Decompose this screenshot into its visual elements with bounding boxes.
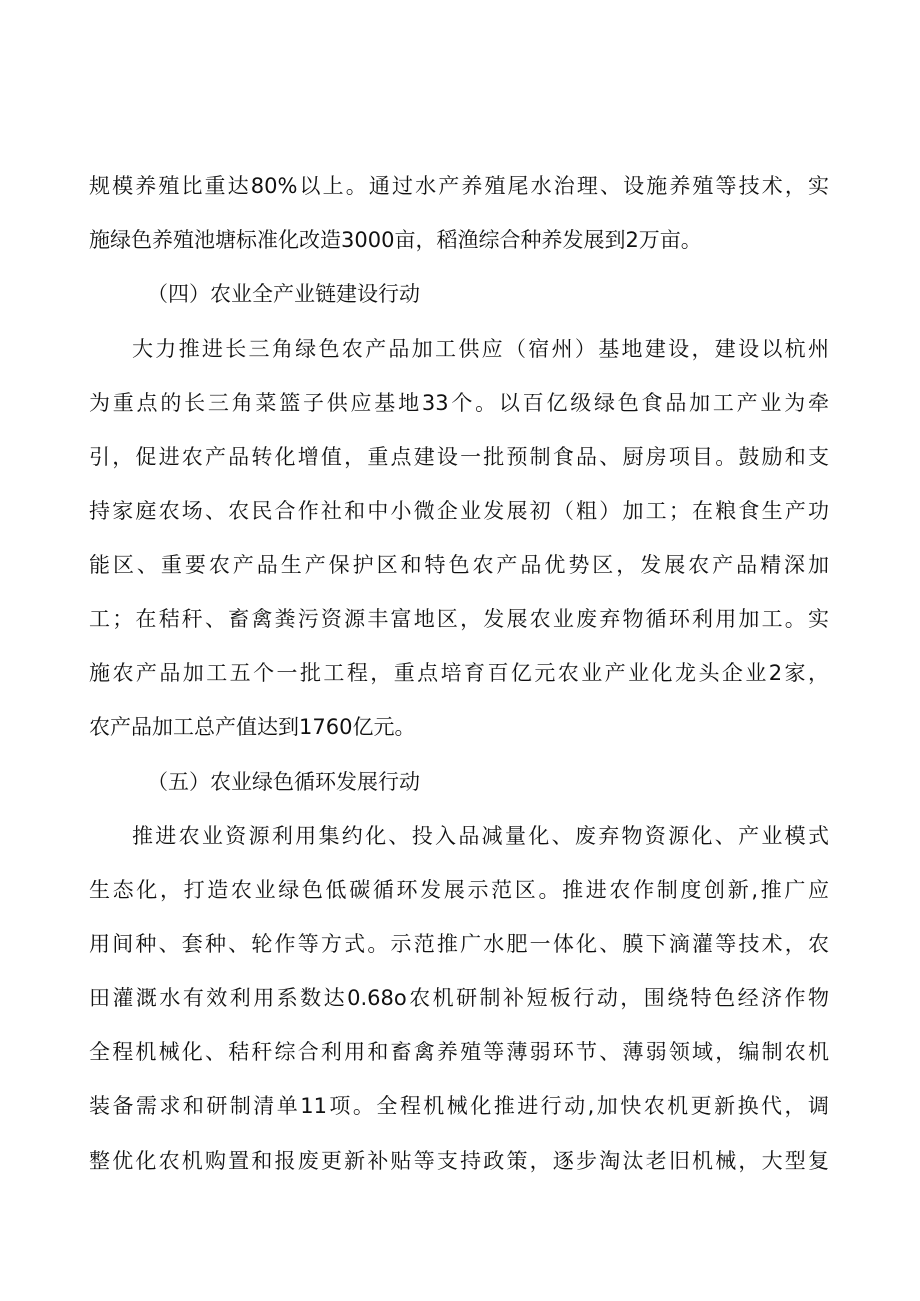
text-line: 施绿色养殖池塘标准化改造3000亩，稻渔综合种养发展到2万亩。 [89, 228, 702, 252]
text-line: 能区、重要农产品生产保护区和特色农产品优势区，发展农产品精深加 [89, 553, 829, 577]
text-line: 推进农业资源利用集约化、投入品减量化、废弃物资源化、产业模式 [132, 824, 829, 848]
text-line: 用间种、套种、轮作等方式。示范推广水肥一体化、膜下滴灌等技术，农 [89, 932, 829, 956]
text-line: 施农产品加工五个一批工程，重点培育百亿元农业产业化龙头企业2家， [89, 661, 829, 685]
text-line: 引，促进农产品转化增值，重点建设一批预制食品、厨房项目。鼓励和支 [89, 445, 829, 469]
text-line: 工；在秸秆、畜禽粪污资源丰富地区，发展农业废弃物循环利用加工。实 [89, 607, 829, 631]
text-line: 整优化农机购置和报废更新补贴等支持政策，逐步淘汰老旧机械，大型复 [89, 1149, 829, 1173]
text-line: 生态化，打造农业绿色低碳循环发展示范区。推进农作制度创新,推广应 [89, 878, 829, 902]
text-line: 装备需求和研制清单11项。全程机械化推进行动,加快农机更新换代，调 [89, 1094, 829, 1118]
section-heading: （五）农业绿色循环发展行动 [147, 770, 420, 794]
text-line: 规模养殖比重达80%以上。通过水产养殖尾水治理、设施养殖等技术，实 [89, 174, 829, 198]
text-line: 田灌溉水有效利用系数达0.68o农机研制补短板行动，围绕特色经济作物 [89, 986, 829, 1010]
section-heading: （四）农业全产业链建设行动 [147, 282, 420, 306]
text-line: 为重点的长三角菜篮子供应基地33个。以百亿级绿色食品加工产业为牵 [89, 391, 829, 415]
text-line: 全程机械化、秸秆综合利用和畜禽养殖等薄弱环节、薄弱领域，编制农机 [89, 1040, 829, 1064]
text-line: 持家庭农场、农民合作社和中小微企业发展初（粗）加工；在粮食生产功 [89, 499, 829, 523]
text-line: 大力推进长三角绿色农产品加工供应（宿州）基地建设，建设以杭州 [132, 337, 829, 361]
text-line: 农产品加工总产值达到1760亿元。 [89, 715, 416, 739]
